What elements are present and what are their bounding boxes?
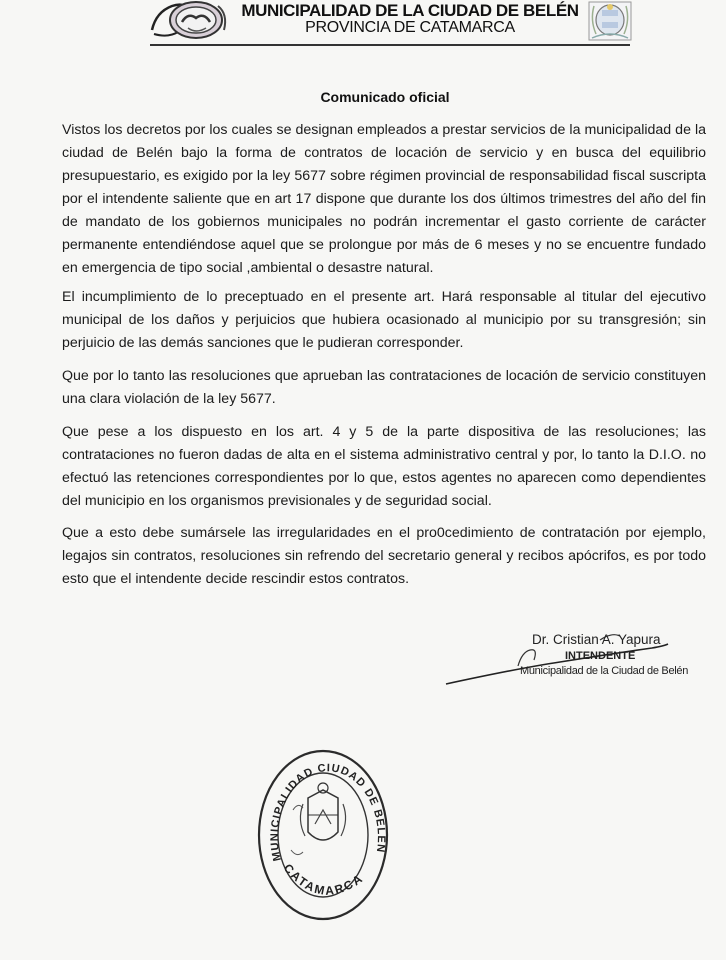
letterhead-subtitle: PROVINCIA DE CATAMARCA	[305, 19, 515, 36]
paragraph-5: Que a esto debe sumársele las irregularidades en el pro0cedimiento de contratación por ejemplo, legajos sin contratos, resoluciones sin refrendo del secretario general y recibos apócrifos, es por todo esto que el intendente decide rescindir estos contratos.	[62, 525, 706, 587]
svg-text:CATAMARCA	[281, 861, 367, 898]
signature-role: INTENDENTE	[565, 650, 636, 662]
stamp-text-top: MUNICIPALIDAD CIUDAD DE BELÉN	[268, 762, 388, 863]
letterhead-title: MUNICIPALIDAD DE LA CIUDAD DE BELÉN	[241, 1, 579, 20]
signature-name: Dr. Cristian A. Yapura	[532, 632, 661, 647]
coat-of-arms-icon	[300, 783, 345, 840]
signature-institution: Municipalidad de la Ciudad de Belén	[520, 665, 689, 677]
paragraph-4: Que pese a los dispuesto en los art. 4 y 5 de la parte dispositiva de las resoluciones; las contrataciones no fueron dadas de alta en el sistema administrativo central y por, lo tanto la D.I.O. no efectuó las retenciones correspondientes por lo que, estos agentes no aparecen como dependientes del municipio en los organismos previsionales y de seguridad social.	[62, 424, 706, 509]
paragraph-2: El incumplimiento de lo preceptuado en el presente art. Hará responsable al titular del ejecutivo municipal de los daños y perjuicios que hubiera ocasionado al municipio por su transgresión; sin perjuicio de las demás sanciones que le pudieran corresponder.	[62, 289, 706, 351]
letterhead-divider	[150, 44, 630, 46]
paragraph-1: Vistos los decretos por los cuales se designan empleados a prestar servicios de la municipalidad de la ciudad de Belén bajo la forma de contratos de locación de servicio y en busca del equilibrio presupuestario, es exigido por la ley 5677 sobre régimen provincial de responsabilidad fiscal suscripta por el intendente saliente que en art 17 dispone que durante los dos últimos trimestres del año del fin de mandato de los gobiernos municipales no podrán incrementar el gasto corriente de carácter permanente entendiéndose aquel que se prolongue por más de 6 meses y no se encuentre fundado en emergencia de tipo social ,ambiental o desastre natural.	[62, 122, 706, 276]
official-seal-stamp	[253, 740, 393, 925]
letterhead	[0, 0, 726, 52]
stamp-text-bottom: CATAMARCA	[280, 860, 367, 898]
municipal-logo-icon	[148, 0, 232, 44]
document-title: Comunicado oficial	[320, 89, 450, 105]
provincial-crest-icon	[586, 0, 634, 42]
paragraph-3: Que por lo tanto las resoluciones que aprueban las contrataciones de locación de servicio constituyen una clara violación de la ley 5677.	[62, 368, 706, 407]
